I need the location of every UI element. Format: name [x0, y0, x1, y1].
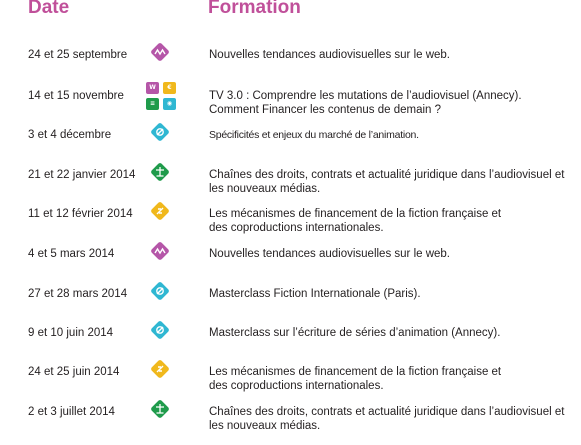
training-row: [0, 168, 581, 208]
training-row: [0, 48, 581, 88]
training-title: Nouvelles tendances audiovisuelles sur le web.: [209, 49, 451, 61]
training-title: Spécificités et enjeux du marché de l’animation.: [209, 129, 419, 141]
training-date: 9 et 10 juin 2014: [28, 327, 114, 339]
training-title: Masterclass Fiction Internationale (Paris).: [209, 288, 421, 300]
animation-icon: ◉: [163, 98, 176, 110]
web-icon: [150, 241, 170, 261]
training-row: [0, 207, 581, 247]
training-title: Masterclass sur l’écriture de séries d’animation (Annecy).: [209, 327, 501, 339]
web-icon: W: [146, 82, 159, 94]
financement-icon: [150, 359, 170, 379]
formation-column-header: Formation: [208, 0, 301, 18]
training-row: [0, 128, 581, 168]
training-date: 2 et 3 juillet 2014: [28, 406, 115, 418]
juridique-icon: [150, 162, 170, 182]
training-date: 3 et 4 décembre: [28, 129, 112, 141]
training-title: Chaînes des droits, contrats et actualité juridique dans l’audiovisuel et les nouveaux médias.: [209, 169, 565, 195]
training-date: 24 et 25 juin 2014: [28, 366, 120, 378]
training-date: 4 et 5 mars 2014: [28, 248, 115, 260]
financement-icon: [150, 201, 170, 221]
training-row: [0, 405, 581, 445]
training-row: [0, 326, 581, 366]
training-row: [0, 365, 581, 405]
juridique-icon: ≡: [146, 98, 159, 110]
training-date: 14 et 15 novembre: [28, 90, 124, 102]
training-row: [0, 247, 581, 287]
training-date: 11 et 12 février 2014: [28, 208, 133, 220]
date-column-header: Date: [28, 0, 70, 18]
training-row: [0, 287, 581, 327]
training-title: Les mécanismes de financement de la fiction française et des coproductions internationales.: [209, 366, 502, 392]
training-title: Nouvelles tendances audiovisuelles sur le web.: [209, 248, 451, 260]
web-icon: [150, 42, 170, 62]
training-title: Chaînes des droits, contrats et actualité juridique dans l’audiovisuel et les nouveaux médias.: [209, 406, 565, 432]
training-title: TV 3.0 : Comprendre les mutations de l’audiovisuel (Annecy). Comment Financer les contenus de demain ?: [209, 90, 522, 116]
financement-icon: €: [163, 82, 176, 94]
animation-icon: [150, 281, 170, 301]
juridique-icon: [150, 399, 170, 419]
animation-icon: [150, 320, 170, 340]
multi-category-icon: [144, 80, 178, 114]
training-date: 24 et 25 septembre: [28, 49, 128, 61]
animation-icon: [150, 122, 170, 142]
training-row: [0, 84, 581, 129]
training-date: 21 et 22 janvier 2014: [28, 169, 136, 181]
training-date: 27 et 28 mars 2014: [28, 288, 128, 300]
training-title: Les mécanismes de financement de la fiction française et des coproductions internationales.: [209, 208, 502, 234]
